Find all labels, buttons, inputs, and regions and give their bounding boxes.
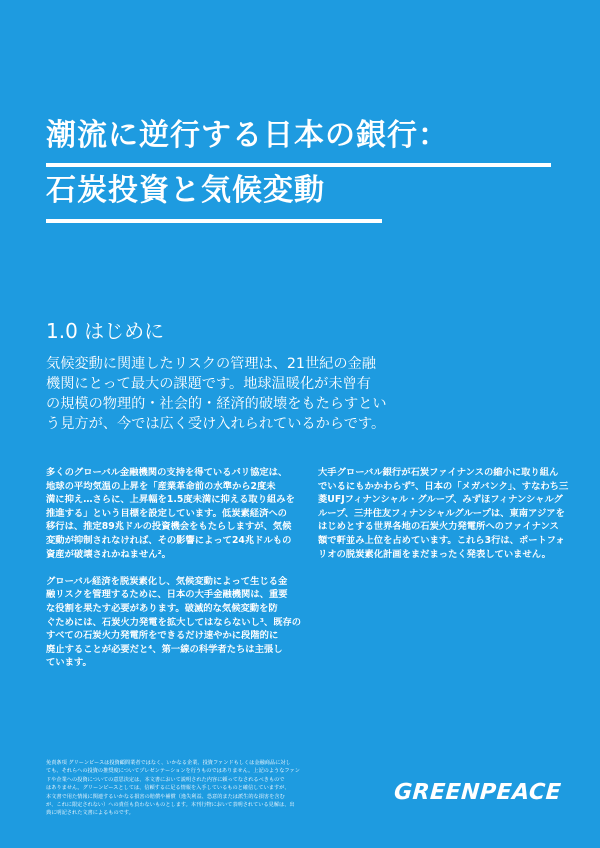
body-line: ぐためには、石炭火力発電を拡大してはならないし³、既存の [46, 616, 302, 628]
body-line: ています。 [46, 657, 92, 669]
title-underline-2 [46, 219, 382, 223]
body-line: 変動が抑制されなければ、その影響によって24兆ドルもの [46, 534, 292, 546]
disclaimer-line: が、これに限定されない）への責任も負わないものとします。本刊行物において表明されている見解は、出 [46, 802, 295, 809]
disclaimer-line: ドや企業への投資についての意思決定は、本文書において説明された内容に頼ってなされるべきもので [46, 776, 285, 783]
disclaimer-line: はありません。グリーンピースとしては、信頼するに足る情報を入手しているものと確信していますが、 [46, 785, 290, 792]
body-line: はじめとする世界各地の石炭火力発電所へのファイナンス [318, 521, 559, 533]
body-line: グローバル経済を脱炭素化し、気候変動によって生じる金 [46, 575, 288, 587]
report-title-line-2: 石炭投資と気候変動 [46, 173, 325, 208]
body-column-left [46, 466, 302, 684]
greenpeace-logo: GREENPEACE [393, 780, 563, 805]
body-line: 多くのグローバル金融機関の支持を得ているパリ協定は、 [46, 467, 288, 478]
disclaimer-line: 典に明記された文書によるものです。 [46, 810, 134, 817]
body-line: 満に抑え…さらに、上昇幅を1.5度未満に抑える取り組みを [46, 494, 295, 506]
body-line: 廃止することが必要だと⁴、第一線の科学者たちは主張し [46, 643, 283, 655]
lead-paragraph [46, 354, 386, 434]
body-line: 菱UFJフィナンシャル・グループ、みずほフィナンシャルグ [318, 494, 563, 506]
body-line: 資産が破壊されかねません²。 [46, 548, 171, 560]
body-line: リオの脱炭素化計画をまだまったく発表していません。 [318, 548, 551, 560]
body-paragraph-decarbonization [46, 575, 302, 670]
body-line: 融リスクを管理するために、日本の大手金融機関は、重要 [46, 589, 288, 601]
body-line: 額で軒並み上位を占めています。これら3行は、ポートフォ [318, 534, 565, 546]
body-line: すべての石炭火力発電所をできるだけ速やかに段階的に [46, 630, 279, 642]
lead-line: の規模の物理的・社会的・経済的破壊をもたらすとい [46, 396, 387, 412]
disclaimer-text [46, 759, 388, 818]
body-line: 移行は、推定89兆ドルの投資機会をもたらしますが、気候 [46, 521, 292, 533]
body-paragraph-paris-agreement [46, 466, 298, 561]
body-paragraph-megabanks [318, 466, 570, 561]
disclaimer-line: ても、それらへの投資の推奨度についてプレゼンテーションを行うものではありません。上記のようなファン [46, 768, 300, 775]
lead-line: 機関にとって最大の課題です。地球温暖化が未曾有 [46, 376, 371, 392]
section-heading: 1.0 はじめに [46, 319, 165, 343]
body-line: 地球の平均気温の上昇を「産業革命前の水準から2度未 [46, 480, 276, 492]
body-line: な役割を果たす必要があります。破滅的な気候変動を防 [46, 602, 278, 614]
report-title-line-1: 潮流に逆行する日本の銀行： [46, 118, 449, 153]
title-underline-1 [46, 163, 551, 167]
disclaimer-line: 免責条項 グリーンピースは投資顧問業者ではなく、いかなる企業、投資ファンドもしくは金融商品に対し [46, 760, 291, 766]
lead-line: 気候変動に関連したリスクの管理は、21世紀の金融 [46, 356, 376, 372]
body-line: でいるにもかかわらず⁵、日本の「メガバンク」、すなわち三 [318, 480, 569, 492]
disclaimer-line: 本文書で用た情報に関連するいかなる損害の賠償や補償（逸失利益、恐意的または派生的な損害を含む [46, 793, 285, 800]
body-line: ループ、三井住友フィナンシャルグループは、東南アジアを [318, 507, 565, 519]
body-line: 推進する」という目標を設定しています。低炭素経済への [46, 507, 287, 519]
body-line: 大手グローバル銀行が石炭ファイナンスの縮小に取り組ん [318, 467, 559, 478]
body-column-right [318, 466, 570, 575]
lead-line: う見方が、今では広く受け入れられているからです。 [46, 416, 386, 432]
